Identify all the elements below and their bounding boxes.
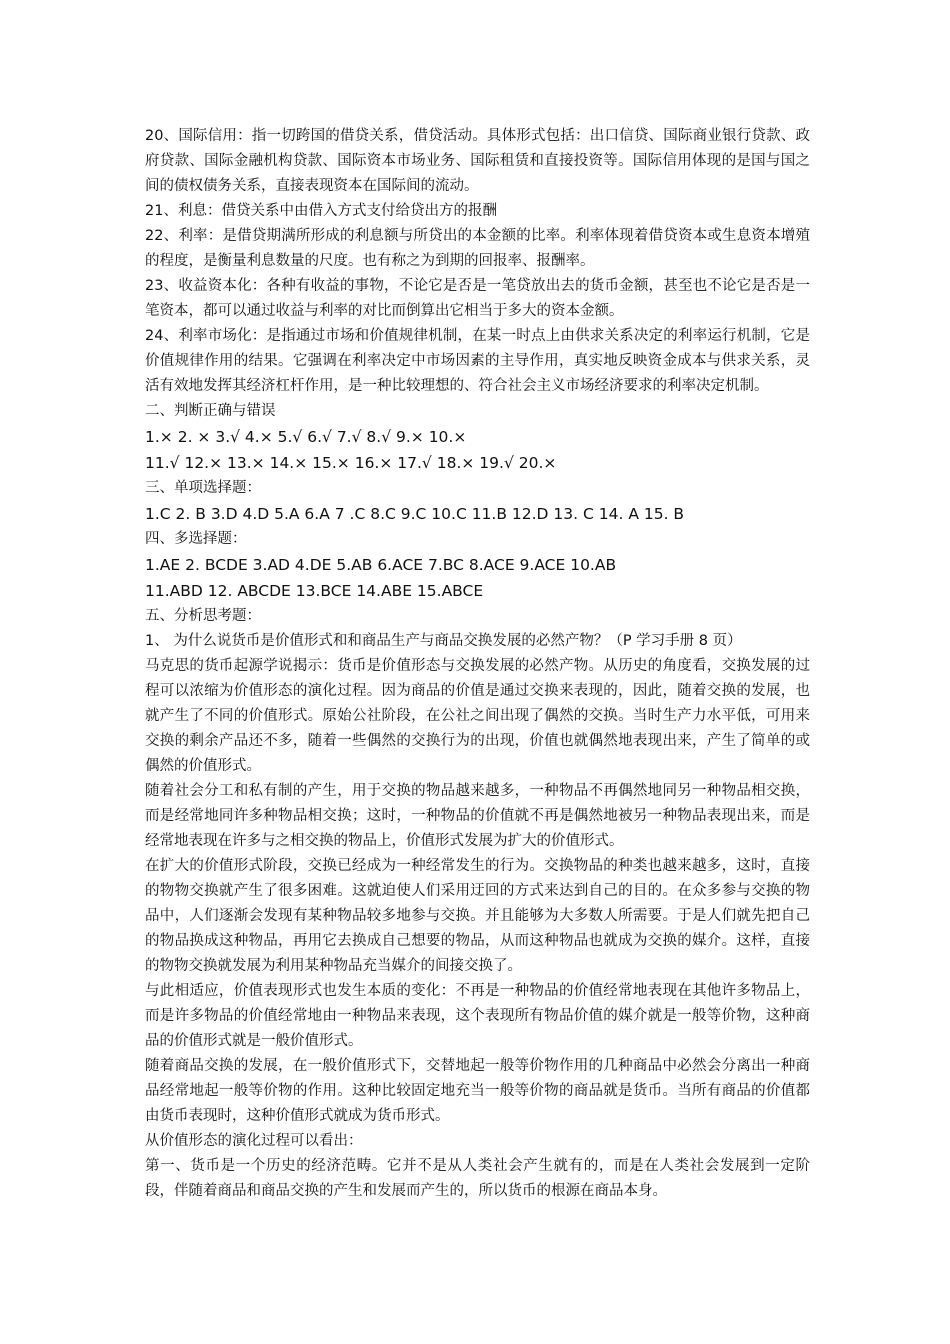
analysis-question-1: 1、 为什么说货币是价值形式和和商品生产与商品交换发展的必然产物？（P 学习手册 8 页）	[145, 633, 742, 649]
true-false-answers-2: 11.√ 12.× 13.× 14.× 15.× 16.× 17.√ 18.× 19.√ 20.×	[145, 454, 557, 472]
multiple-choice-answers-1: 1.AE 2. BCDE 3.AD 4.DE 5.AB 6.ACE 7.BC 8.ACE 9.ACE 10.AB	[145, 556, 617, 574]
multiple-choice-answers-2: 11.ABD 12. ABCDE 13.BCE 14.ABE 15.ABCE	[145, 582, 484, 600]
analysis-paragraph-7: 第一、货币是一个历史的经济范畴。它并不是从人类社会产生就有的，而是在人类社会发展到一定阶段，伴随着商品和商品交换的产生和发展而产生的，所以货币的根源在商品本身。	[145, 1158, 810, 1199]
analysis-paragraph-4: 与此相适应，价值表现形式也发生本质的变化：不再是一种物品的价值经常地表现在其他许多物品上，而是许多物品的价值经常地由一种物品来表现，这个表现所有物品价值的媒介就是一般等价物，这种商品的价值形式就是一般价值形式。	[145, 983, 810, 1049]
term-20-international-credit: 20、国际信用：指一切跨国的借贷关系，借贷活动。具体形式包括：出口信贷、国际商业银行贷款、政府贷款、国际金融机构贷款、国际资本市场业务、国际租赁和直接投资等。国际信用体现的是国与国之间的债权债务关系，直接表现资本在国际间的流动。	[145, 128, 810, 194]
section-heading-analysis: 五、分析思考题：	[145, 608, 261, 624]
analysis-paragraph-5: 随着商品交换的发展，在一般价值形式下，交替地起一般等价物作用的几种商品中必然会分离出一种商品经常地起一般等价物的作用。这种比较固定地充当一般等价物的商品就是货币。当所有商品的价值都由货币表现时，这种价值形式就成为货币形式。	[145, 1058, 810, 1124]
section-heading-true-false: 二、判断正确与错误	[145, 403, 276, 419]
term-21-interest: 21、利息：借贷关系中由借入方式支付给贷出方的报酬	[145, 203, 497, 219]
analysis-paragraph-1: 马克思的货币起源学说揭示：货币是价值形态与交换发展的必然产物。从历史的角度看，交换发展的过程可以浓缩为价值形态的演化过程。因为商品的价值是通过交换来表现的，因此，随着交换的发展，也就产生了不同的价值形式。原始公社阶段，在公社之间出现了偶然的交换。当时生产力水平低，可用来交换的剩余产品还不多，随着一些偶然的交换行为的出现，价值也就偶然地表现出来，产生了简单的或偶然的价值形式。	[145, 658, 810, 774]
term-23-capitalization: 23、收益资本化：各种有收益的事物，不论它是否是一笔贷放出去的货币金额，甚至也不论它是否是一笔资本，都可以通过收益与利率的对比而倒算出它相当于多大的资本金额。	[145, 278, 810, 319]
true-false-answers-1: 1.× 2. × 3.√ 4.× 5.√ 6.√ 7.√ 8.√ 9.× 10.×	[145, 428, 467, 446]
analysis-paragraph-2: 随着社会分工和私有制的产生，用于交换的物品越来越多，一种物品不再偶然地同另一种物品相交换，而是经常地同许多种物品相交换；这时，一种物品的价值就不再是偶然地被另一种物品表现出来，而是经常地表现在许多与之相交换的物品上，价值形式发展为扩大的价值形式。	[145, 783, 810, 849]
analysis-paragraph-3: 在扩大的价值形式阶段，交换已经成为一种经常发生的行为。交换物品的种类也越来越多，这时，直接的物物交换就产生了很多困难。这就迫使人们采用迂回的方式来达到自己的目的。在众多参与交换的物品中，人们逐渐会发现有某种物品较多地参与交换。并且能够为大多数人所需要。于是人们就先把自己的物品换成这种物品，再用它去换成自己想要的物品，从而这种物品也就成为交换的媒介。这样，直接的物物交换就发展为利用某种物品充当媒介的间接交换了。	[145, 858, 810, 974]
section-heading-single-choice: 三、单项选择题：	[145, 480, 261, 496]
single-choice-answers: 1.C 2. B 3.D 4.D 5.A 6.A 7 .C 8.C 9.C 10.C 11.B 12.D 13. C 14. A 15. B	[145, 505, 685, 523]
term-22-interest-rate: 22、利率：是借贷期满所形成的利息额与所贷出的本金额的比率。利率体现着借贷资本或生息资本增殖的程度，是衡量利息数量的尺度。也有称之为到期的回报率、报酬率。	[145, 228, 810, 269]
section-heading-multiple-choice: 四、多选择题：	[145, 531, 247, 547]
analysis-paragraph-6: 从价值形态的演化过程可以看出：	[145, 1133, 363, 1149]
term-24-rate-marketization: 24、利率市场化：是指通过市场和价值规律机制，在某一时点上由供求关系决定的利率运行机制，它是价值规律作用的结果。它强调在利率决定中市场因素的主导作用，真实地反映资金成本与供求关系，灵活有效地发挥其经济杠杆作用，是一种比较理想的、符合社会主义市场经济要求的利率决定机制。	[145, 328, 810, 394]
